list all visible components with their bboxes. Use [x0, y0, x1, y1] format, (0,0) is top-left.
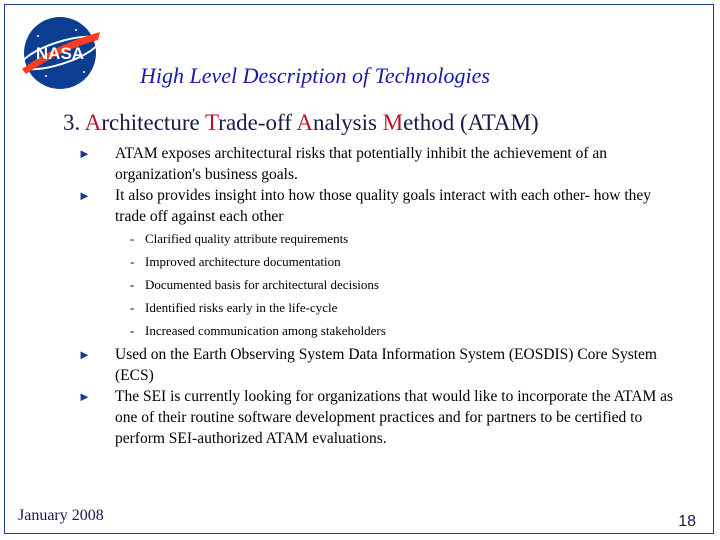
bullet-list-top	[78, 143, 678, 227]
bullet-text: The SEI is currently looking for organizations that would like to incorporate the ATAM as one of their routine software development practices and for partners to be certified to perform SEI-authorized ATAM evaluations.	[115, 388, 674, 447]
bullet-text: It also provides insight into how those quality goals interact with each other- how they trade off against each other	[115, 187, 652, 225]
heading-word-rest: ethod (ATAM)	[403, 110, 539, 135]
sub-bullet-item	[130, 273, 386, 296]
arrow-bullet-icon: ►	[78, 389, 91, 404]
heading-accent-letter: M	[382, 110, 404, 135]
heading-accent-letter: T	[205, 110, 219, 135]
arrow-bullet-icon: ►	[78, 146, 91, 161]
bullet-list-bottom	[78, 344, 678, 449]
bullet-text: ATAM exposes architectural risks that potentially inhibit the achievement of an organization's business goals.	[115, 145, 608, 183]
heading-word-rest: nalysis	[313, 110, 383, 135]
sub-bullet-text: Documented basis for architectural decisions	[145, 277, 379, 292]
dash-icon: -	[130, 323, 135, 338]
arrow-bullet-icon: ►	[78, 188, 91, 203]
sub-bullet-text: Clarified quality attribute requirements	[145, 231, 349, 246]
slide-title: High Level Description of Technologies	[140, 63, 490, 88]
page-number: 18	[678, 513, 696, 530]
heading-number: 3.	[63, 110, 85, 135]
heading-word-rest: rade-off	[218, 110, 297, 135]
nasa-logo	[16, 14, 104, 92]
bullet-text: Used on the Earth Observing System Data Information System (EOSDIS) Core System (ECS)	[115, 346, 657, 384]
dash-icon: -	[130, 300, 135, 315]
sub-bullet-item	[130, 250, 386, 273]
bullet-item	[78, 185, 678, 227]
dash-icon: -	[130, 277, 135, 292]
footer-date: January 2008	[18, 507, 104, 524]
sub-bullet-item	[130, 319, 386, 342]
dash-icon: -	[130, 254, 135, 269]
dash-icon: -	[130, 231, 135, 246]
bullet-item	[78, 386, 678, 449]
sub-bullet-item	[130, 227, 386, 250]
sub-bullet-text: Increased communication among stakeholders	[145, 323, 386, 338]
bullet-item	[78, 344, 678, 386]
sub-bullet-text: Improved architecture documentation	[145, 254, 341, 269]
sub-bullet-text: Identified risks early in the life-cycle	[145, 300, 338, 315]
sub-bullet-item	[130, 296, 386, 319]
arrow-bullet-icon: ►	[78, 347, 91, 362]
sub-bullet-list	[130, 227, 386, 342]
bullet-item	[78, 143, 678, 185]
section-heading	[63, 110, 539, 136]
heading-word-rest: rchitecture	[101, 110, 206, 135]
heading-accent-letter: A	[296, 110, 314, 135]
heading-accent-letter: A	[84, 110, 102, 135]
svg-text:NASA: NASA	[35, 44, 85, 63]
